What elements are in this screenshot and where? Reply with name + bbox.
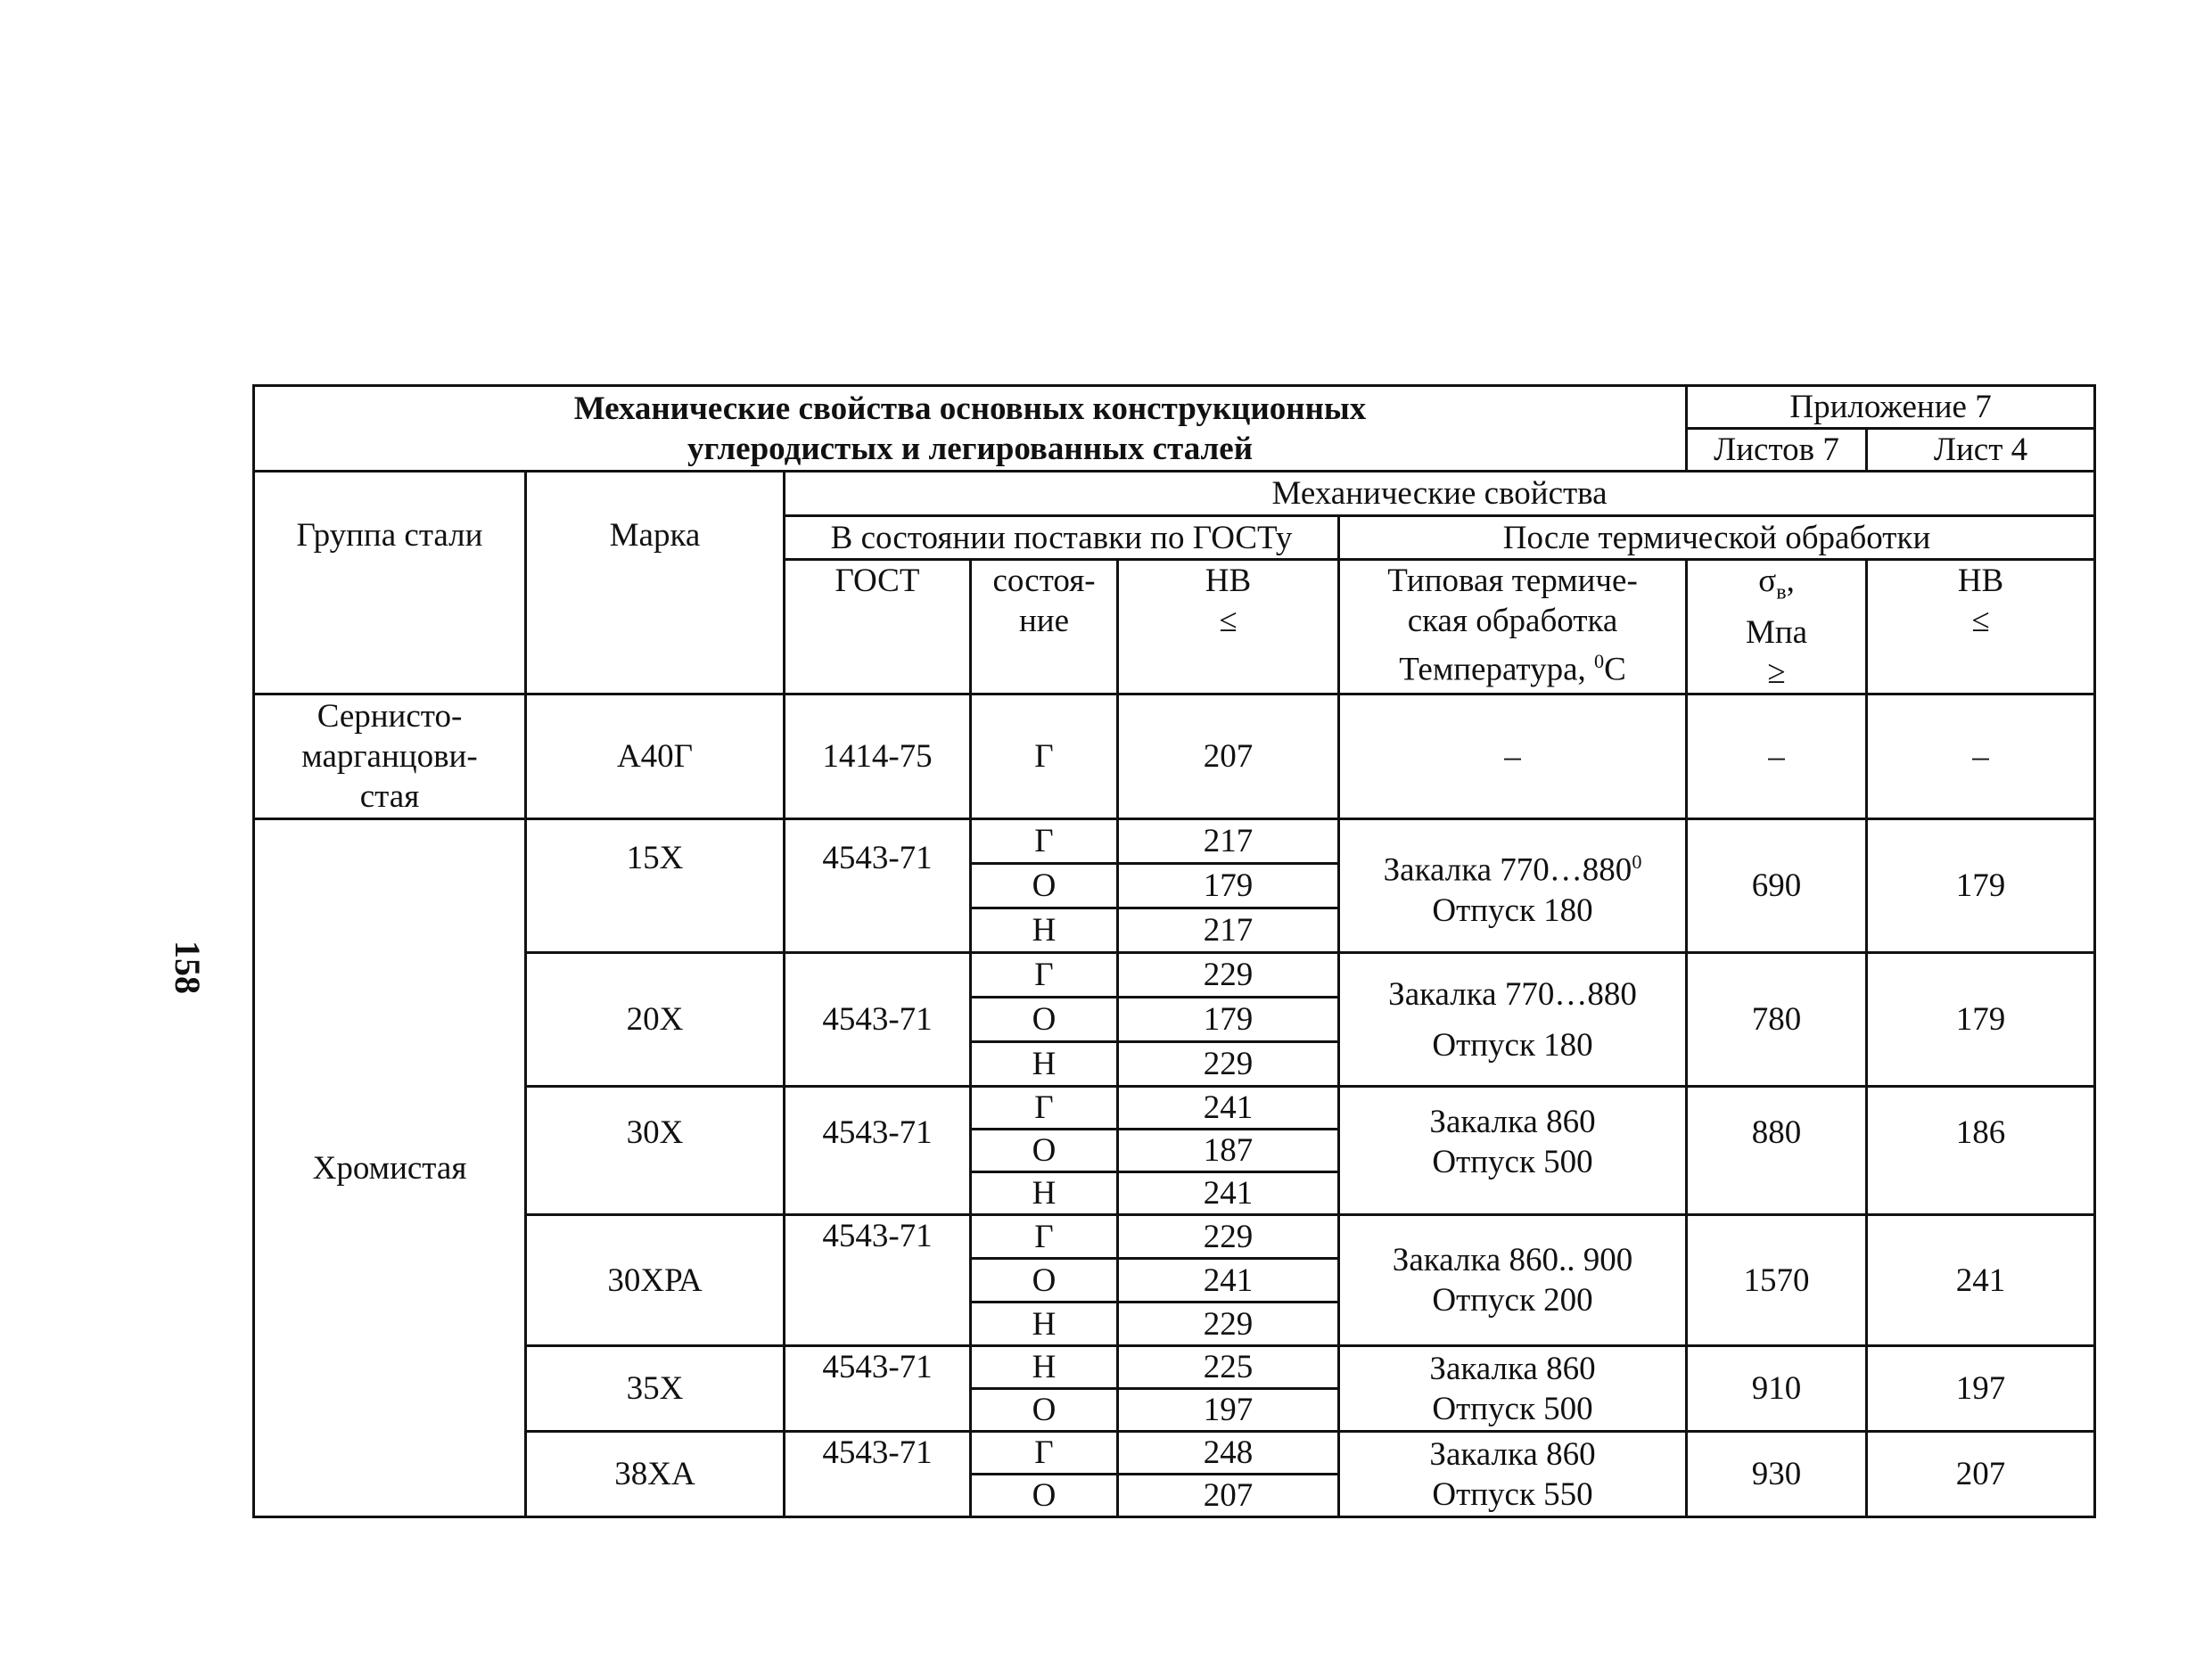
col-header-delivery-state: В состоянии поставки по ГОСТу <box>785 516 1339 560</box>
hb-cell: 187 <box>1118 1130 1339 1172</box>
sigma-cell: – <box>1687 694 1867 819</box>
col-header-grade: Марка <box>526 472 785 694</box>
page-number: 158 <box>168 941 208 994</box>
state-cell: Н <box>971 1042 1118 1087</box>
hb-after-cell: 241 <box>1867 1215 2095 1346</box>
group-cell: Хромистая <box>254 819 526 1517</box>
sigma-cell: 690 <box>1687 819 1867 953</box>
hb-cell: 225 <box>1118 1346 1339 1389</box>
col-header-treatment: Типовая термиче- ская обработка Температура, $^0$С <box>1339 560 1687 694</box>
state-cell: Г <box>971 694 1118 819</box>
appendix-label: Приложение 7 <box>1687 386 2095 429</box>
grade-cell: 30Х <box>526 1087 785 1215</box>
gost-cell: 4543-71 <box>785 1215 971 1346</box>
hb-cell: 248 <box>1118 1432 1339 1475</box>
hb-cell: 217 <box>1118 819 1339 864</box>
hb-after-cell: 179 <box>1867 819 2095 953</box>
grade-cell: 35Х <box>526 1346 785 1432</box>
state-cell: Н <box>971 908 1118 953</box>
col-header-mech-props: Механические свойства <box>785 472 2095 516</box>
state-cell: О <box>971 1389 1118 1432</box>
state-cell: Н <box>971 1172 1118 1215</box>
grade-cell: 38ХА <box>526 1432 785 1517</box>
hb-cell: 179 <box>1118 864 1339 908</box>
hb-cell: 207 <box>1118 1475 1339 1517</box>
treatment-cell: Закалка $770\dots 880^0$ Отпуск 180 <box>1339 819 1687 953</box>
state-cell: Г <box>971 819 1118 864</box>
treatment-cell: – <box>1339 694 1687 819</box>
grade-cell: А40Г <box>526 694 785 819</box>
table-row <box>254 1346 2095 1389</box>
hb-cell: 179 <box>1118 998 1339 1042</box>
hb-cell: 197 <box>1118 1389 1339 1432</box>
grade-cell: 15Х <box>526 819 785 953</box>
state-cell: О <box>971 1130 1118 1172</box>
steel-properties-table <box>252 384 2096 1518</box>
sigma-cell: 880 <box>1687 1087 1867 1215</box>
hb-cell: 229 <box>1118 1042 1339 1087</box>
table-row <box>254 1432 2095 1475</box>
col-header-gost: ГОСТ <box>785 560 971 694</box>
state-cell: О <box>971 998 1118 1042</box>
gost-cell: 4543-71 <box>785 953 971 1087</box>
hb-cell: 207 <box>1118 694 1339 819</box>
treatment-cell: Закалка 860 Отпуск 550 <box>1339 1432 1687 1517</box>
col-header-hb: НВ ≤ <box>1118 560 1339 694</box>
col-header-tensile-strength: $\sigma_в$, Мпа ≥ <box>1687 560 1867 694</box>
col-header-hb-after: НВ ≤ <box>1867 560 2095 694</box>
sigma-cell: 910 <box>1687 1346 1867 1432</box>
sheet-number: Лист 4 <box>1867 429 2095 472</box>
state-cell: О <box>971 864 1118 908</box>
sigma-cell: 780 <box>1687 953 1867 1087</box>
table-row <box>254 694 2095 819</box>
col-header-group: Группа стали <box>254 472 526 694</box>
state-cell: Н <box>971 1346 1118 1389</box>
treatment-cell: Закалка 770…880 Отпуск 180 <box>1339 953 1687 1087</box>
hb-cell: 241 <box>1118 1087 1339 1130</box>
col-header-state: состоя- ние <box>971 560 1118 694</box>
hb-after-cell: 186 <box>1867 1087 2095 1215</box>
hb-after-cell: – <box>1867 694 2095 819</box>
table-title: Механические свойства основных конструкционных углеродистых и легированных сталей <box>254 386 1687 472</box>
gost-cell: 4543-71 <box>785 1432 971 1517</box>
sigma-cell: 930 <box>1687 1432 1867 1517</box>
hb-cell: 241 <box>1118 1259 1339 1303</box>
gost-cell: 4543-71 <box>785 1087 971 1215</box>
gost-cell: 4543-71 <box>785 819 971 953</box>
hb-cell: 229 <box>1118 953 1339 998</box>
table-row <box>254 819 2095 864</box>
hb-after-cell: 197 <box>1867 1346 2095 1432</box>
treatment-cell: Закалка 860.. 900 Отпуск 200 <box>1339 1215 1687 1346</box>
table-row <box>254 953 2095 998</box>
sheets-total: Листов 7 <box>1687 429 1867 472</box>
state-cell: Г <box>971 1215 1118 1259</box>
group-cell: Сернисто- марганцови- стая <box>254 694 526 819</box>
table-row <box>254 1087 2095 1130</box>
hb-cell: 229 <box>1118 1303 1339 1346</box>
grade-cell: 20Х <box>526 953 785 1087</box>
hb-cell: 217 <box>1118 908 1339 953</box>
sigma-cell: 1570 <box>1687 1215 1867 1346</box>
grade-cell: 30ХРА <box>526 1215 785 1346</box>
table-row <box>254 1215 2095 1259</box>
treatment-cell: Закалка 860 Отпуск 500 <box>1339 1346 1687 1432</box>
state-cell: О <box>971 1475 1118 1517</box>
state-cell: Г <box>971 1432 1118 1475</box>
col-header-after-heat: После термической обработки <box>1339 516 2095 560</box>
state-cell: Г <box>971 1087 1118 1130</box>
gost-cell: 1414-75 <box>785 694 971 819</box>
treatment-cell: Закалка 860 Отпуск 500 <box>1339 1087 1687 1215</box>
gost-cell: 4543-71 <box>785 1346 971 1432</box>
state-cell: Н <box>971 1303 1118 1346</box>
hb-after-cell: 207 <box>1867 1432 2095 1517</box>
hb-cell: 241 <box>1118 1172 1339 1215</box>
state-cell: О <box>971 1259 1118 1303</box>
hb-after-cell: 179 <box>1867 953 2095 1087</box>
hb-cell: 229 <box>1118 1215 1339 1259</box>
state-cell: Г <box>971 953 1118 998</box>
